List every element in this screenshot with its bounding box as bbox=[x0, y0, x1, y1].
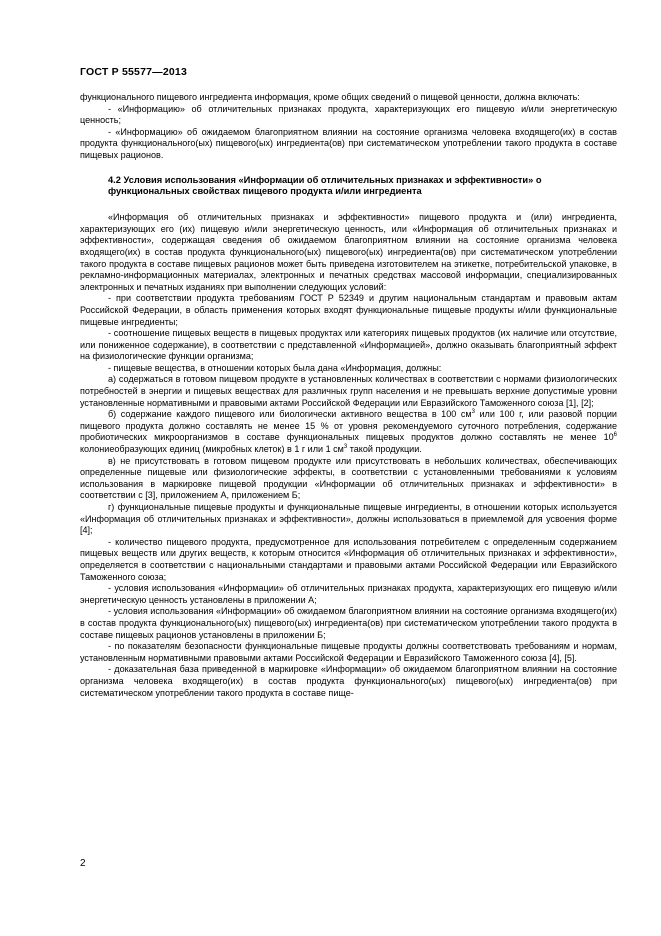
superscript: 3 bbox=[343, 444, 348, 451]
para-b-text: такой продукции. bbox=[347, 444, 422, 455]
para-b-text: или 100 г, или разовой порции пищевого продукта должно составлять не менее 15 % от уровня рекомендуемого суточного потребления, содержание пробиотических микроорганизмов в составе функциональных пищевых продуктов должно составлять не менее 10 bbox=[80, 409, 617, 443]
para-b-text: колониеобразующих единиц (микробных клеток) в 1 г или 1 см bbox=[80, 444, 344, 455]
section-list-item: - количество пищевого продукта, предусмотренное для использования потребителем с определенным содержанием пищевых веществ или других веществ, к которым относится «Информация об отличительных признаках и эффективности», определяется в соответствии с национальными стандартами и правовыми актами Российской Федерации или Евразийского Таможенного союза; bbox=[80, 536, 617, 582]
superscript: 6 bbox=[613, 432, 617, 439]
section-heading: 4.2 Условия использования «Информации об отличительных признаках и эффективности» о функциональных свойствах пищевого продукта и/или ингредиента bbox=[108, 174, 542, 197]
section-sub-item-g: г) функциональные пищевые продукты и функциональные пищевые ингредиенты, в отношении которых используется «Информация об отличительных признаках и эффективности», должны использоваться в приемлемой для усвоения форме [4]; bbox=[80, 502, 617, 536]
section-list-item: - соотношение пищевых веществ в пищевых продуктах или категориях пищевых продуктов (их наличие или отсутствие, или пониженное содержание), в соответствии с представленной «Информацией», должно оказывать благоприятный эффект на физиологические функции организма; bbox=[80, 328, 617, 362]
intro-list-item: - «Информацию» об ожидаемом благоприятном влиянии на состояние организма человека входящего(их) в состав продукта функционального(ых) пищевого(ых) ингредиента(ов) при систематическом употреблении такого продукта в составе пищевых рационов. bbox=[80, 126, 617, 160]
section-list-item: - при соответствии продукта требованиям ГОСТ Р 52349 и другим национальным стандартам и правовым актам Российской Федерации, в область применения которых входят функциональные пищевые продукты и/или функциональные пищевые ингредиенты; bbox=[80, 293, 617, 327]
section-list-item: - условия использования «Информации» об отличительных признаках продукта, характеризующих его пищевую и/или энергетическую ценность установлены в приложении А; bbox=[80, 583, 617, 605]
document-body bbox=[80, 92, 617, 699]
section-sub-item-a: а) содержаться в готовом пищевом продукте в установленных количествах в соответствии с нормами физиологических потребностей в энергии и пищевых веществах для различных групп населения и не превышать верхние допустимые уровни установленные нормативными и правовыми актами Российской Федерации или Евразийского Таможенного союза [1], [2]; bbox=[80, 374, 617, 408]
para-b-text: б) содержание каждого пищевого или биологически активного вещества в 100 см bbox=[108, 409, 472, 420]
superscript: 3 bbox=[471, 409, 475, 416]
section-list-item: - пищевые вещества, в отношении которых была дана «Информация, должны: bbox=[108, 362, 442, 373]
intro-paragraph: функционального пищевого ингредиента информация, кроме общих сведений о пищевой ценности, должна включать: bbox=[80, 92, 580, 102]
document-header: ГОСТ Р 55577—2013 bbox=[80, 66, 188, 78]
page-number: 2 bbox=[80, 858, 86, 869]
section-paragraph: «Информация об отличительных признаках и эффективности» пищевого продукта и (или) ингредиента, характеризующих его (их) пищевую и/или энергетическую ценность, или «Информация об отличительных признаках и эффективности», содержащая сведения об ожидаемом благоприятном влиянии на состояние организма человека входящего(их) в состав продукта функционального(ых) пищевого(ых) ингредиента(ов) при систематическом употреблении такого продукта в составе пищевых рационов может быть приведена изготовителем на этикетке, потребительской упаковке, в рекламно-информационных материалах, электронных и печатных средствах массовой информации, специализированных электронных и печатных изданиях при выполнении следующих условий: bbox=[80, 212, 617, 292]
section-sub-item-b bbox=[80, 409, 617, 455]
section-list-item: - по показателям безопасности функциональные пищевые продукты должны соответствовать требованиям и нормам, установленным нормативными правовыми актами Российской Федерации и Евразийского Таможенного союза [4], [5]. bbox=[80, 641, 617, 663]
section-list-item: - условия использования «Информации» об ожидаемом благоприятном влиянии на состояние организма входящего(их) в состав продукта функционального(ых) пищевого(ых) ингредиента(ов) при систематическом употреблении такого продукта в составе пищевых рационов установлены в приложении Б; bbox=[80, 606, 617, 640]
intro-list-item: - «Информацию» об отличительных признаках продукта, характеризующих его пищевую и/или энергетическую ценность; bbox=[80, 103, 617, 126]
section-sub-item-v: в) не присутствовать в готовом пищевом продукте или присутствовать в небольших количествах, обеспечивающих определенные пищевые или физиологические эффекты, в соответствии с установленными требованиями к условиям использования в маркировке пищевой продукции «Информации об отличительных признаках и эффективности» в соответствии с [3], приложением А, приложением Б; bbox=[80, 455, 617, 501]
section-list-item: - доказательная база приведенной в маркировке «Информации» об ожидаемом благоприятном влиянии на состояние организма человека входящего(их) в состав продукта функционального(ых) пищевого(ых) ингредиента(ов) при систематическом употреблении такого продукта в составе пище- bbox=[80, 664, 617, 698]
